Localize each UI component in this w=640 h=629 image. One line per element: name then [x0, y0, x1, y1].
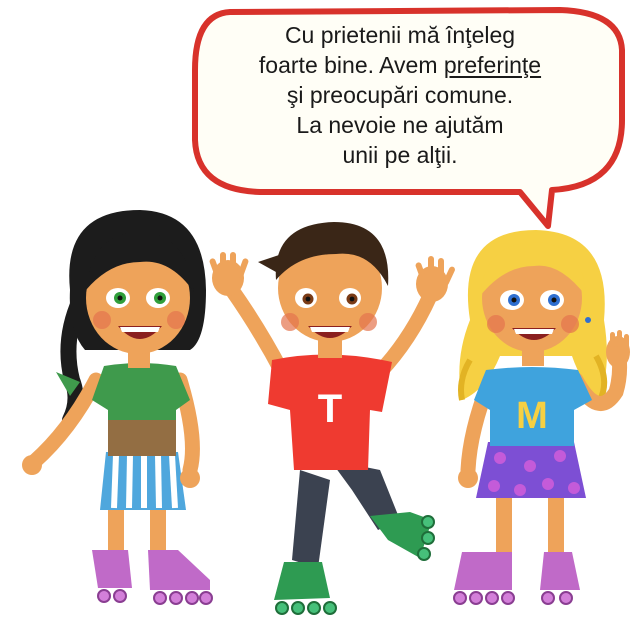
girl-dark-hair — [22, 210, 212, 604]
bubble-line-2-start: foarte bine. Avem — [258, 52, 444, 78]
bubble-line-5: unii pe alţii. — [342, 142, 458, 168]
bubble-line-1: Cu prietenii mă înţeleg — [284, 22, 516, 48]
blonde-girl-shirt-letter: M — [516, 395, 548, 437]
speech-bubble-text — [215, 20, 585, 170]
underlined-word: preferinţe — [443, 52, 542, 78]
bubble-line-2 — [215, 50, 585, 80]
bubble-line-3: şi preocupări comune. — [286, 82, 514, 108]
bubble-line-4: La nevoie ne ajutăm — [296, 112, 504, 138]
boy-shirt-letter: T — [317, 387, 343, 431]
